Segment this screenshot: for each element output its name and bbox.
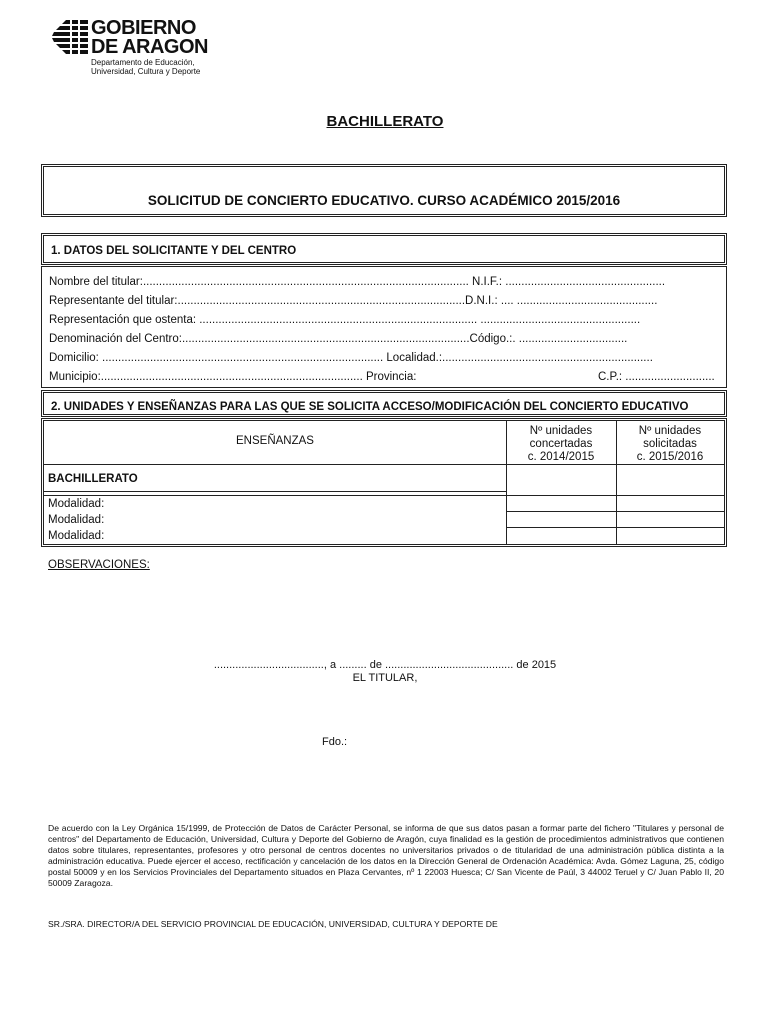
col-header-concertadas: Nº unidades concertadas c. 2014/2015 — [527, 425, 595, 463]
data-protection-notice: De acuerdo con la Ley Orgánica 15/1999, de Protección de Datos de Carácter Personal, se informa de que sus datos pasan a formar parte del fichero "Titulares y personal de centros" del Departamento de Educación, Universidad, Cultura y Deporte del Gobierno de Aragón, cuya finalidad es la gestión de procedimientos administrativos que contienen datos sobre titulares, representantes, profesores y otro personal de centros docentes no universitarios privados o de titularidad de una administración pública distinta a la administración educativa. Puede ejercer el acceso, rectificación y cancelación de los datos en la Dirección General de Ordenación Académica: Avda. Gómez Laguna, 25, código postal 50009 y en los Servicios Provinciales del Departamento situados en Plaza Cervantes, nº 1 22003 Huesca; C/ San Vicente de Paúl, 3 44002 Teruel y C/ Juan Pablo II, 20 50009 Zaragoza. — [48, 823, 724, 888]
applicant-data-form — [41, 266, 727, 388]
col-header-ensenanzas: ENSEÑANZAS — [236, 435, 314, 447]
signature-label[interactable]: Fdo.: — [322, 736, 348, 748]
modalidad-row[interactable]: Modalidad: — [48, 498, 105, 510]
titular-label: EL TITULAR, — [352, 672, 418, 684]
postal-code-field[interactable]: C.P.: ............................ — [598, 371, 715, 383]
municipality-field[interactable]: Municipio:.................................................................................. Provincia: — [49, 371, 417, 383]
col-header-solicitadas: Nº unidades solicitadas c. 2015/2016 — [636, 425, 704, 463]
date-line[interactable]: ...................................., a ......... de .......................................... de 2015 — [213, 659, 557, 671]
titular-name-field[interactable]: Nombre del titular:...................................................................................................... N.I.F.: .................................................. — [49, 276, 666, 288]
modalidad-row[interactable]: Modalidad: — [48, 530, 105, 542]
representative-field[interactable]: Representante del titular:..........................................................................................D.N.I.: .... ............................................ — [49, 295, 658, 307]
logo-name-line1: GOBIERNO — [91, 17, 196, 39]
address-field[interactable]: Domicilio: ........................................................................................ Localidad.:.................................................................. — [49, 352, 653, 364]
section1-heading: 1. DATOS DEL SOLICITANTE Y DEL CENTRO — [51, 245, 297, 257]
center-name-field[interactable]: Denominación del Centro:..........................................................................................Código.:. .................................. — [49, 333, 628, 345]
units-table — [41, 418, 727, 547]
representation-field[interactable]: Representación que ostenta: ....................................................................................... .................................................. — [49, 314, 641, 326]
section1-heading-box — [41, 233, 727, 265]
request-title: SOLICITUD DE CONCIERTO EDUCATIVO. CURSO ACADÉMICO 2015/2016 — [147, 193, 621, 208]
logo-department-line2: Universidad, Cultura y Deporte — [91, 67, 201, 76]
request-title-box — [41, 164, 727, 217]
table-subheading: BACHILLERATO — [48, 473, 138, 485]
section2-heading-box — [41, 390, 727, 417]
observations-label: OBSERVACIONES: — [48, 559, 150, 571]
logo-department-line1: Departamento de Educación, — [91, 58, 195, 67]
section2-heading: 2. UNIDADES Y ENSEÑANZAS PARA LAS QUE SE SOLICITA ACCESO/MODIFICACIÓN DEL CONCIERTO EDUCATIVO — [51, 401, 689, 413]
modalidad-row[interactable]: Modalidad: — [48, 514, 105, 526]
document-title: BACHILLERATO — [326, 113, 444, 130]
gobierno-aragon-logo-icon — [52, 20, 88, 54]
logo-name-line2: DE ARAGON — [91, 36, 208, 58]
addressee-line: SR./SRA. DIRECTOR/A DEL SERVICIO PROVINCIAL DE EDUCACIÓN, UNIVERSIDAD, CULTURA Y DEPORTE DE — [48, 919, 498, 929]
